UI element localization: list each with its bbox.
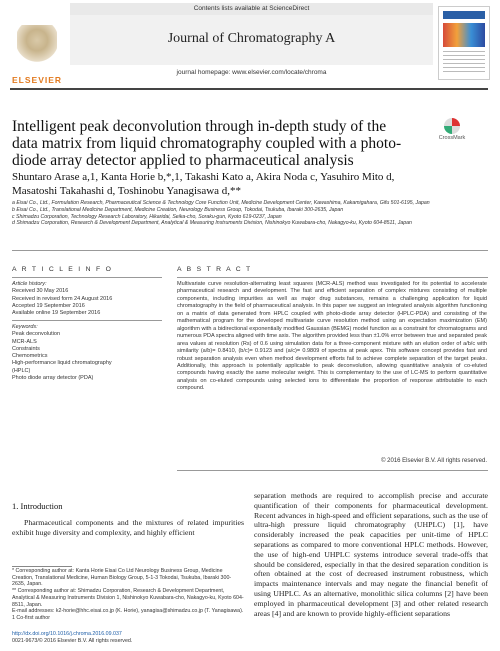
keyword: MCR-ALS — [12, 338, 37, 345]
divider — [177, 277, 488, 278]
keywords-label: Keywords: — [12, 324, 38, 330]
footnote: * Corresponding author at: Kanta Horie Eisai Co Ltd Neurology Business Group, Medicine Creation, Translational Medicine, Human Biology Group, 5-1-3 Tokodai, Tsukuba, Ibaraki 300-2635, Japan. — [12, 568, 232, 588]
header-divider — [10, 88, 488, 90]
affiliation: a Eisai Co., Ltd., Formulation Research, Pharmaceutical Science & Technology Core Function Unit, Medicine Development Center, Kawashima, Kakamigahara, Gifu 501-6195, Japan — [12, 200, 430, 206]
affiliation: c Shimadzu Corporation, Technology Research Laboratory, Hikaridai, Seika-cho, Soraku-gun, Kyoto 619-0237, Japan — [12, 213, 282, 220]
affiliation: d Shimadzu Corporation, Research & Development Department, Analytical & Measuring Instruments Division, Nishinokyo Kuwabara-cho, Nakagyo-ku, Kyoto 604-8511, Japan — [12, 220, 412, 227]
divider — [12, 277, 162, 278]
elsevier-tree-icon — [17, 25, 57, 63]
keyword: Photo diode array detector (PDA) — [12, 375, 94, 382]
divider — [12, 250, 488, 251]
footnotes — [12, 568, 244, 622]
keyword: Peak deconvolution — [12, 331, 61, 338]
history-item: Available online 19 September 2016 — [12, 310, 101, 317]
history-label: Article history: — [12, 281, 47, 287]
abstract-heading: A B S T R A C T — [177, 266, 252, 273]
publisher-name: ELSEVIER — [12, 75, 63, 85]
abstract-copyright: © 2016 Elsevier B.V. All rights reserved. — [381, 458, 487, 464]
history-item: Accepted 19 September 2016 — [12, 302, 85, 309]
history-item: Received 30 May 2016 — [12, 288, 69, 295]
body-paragraph: separation methods are required to accomplish precise and accurate quantification of their components for pharmaceutical development. Recent advances in high-speed and efficient separations, such as the use of ultra-high pressure liquid chromatography (UHPLC) [1], have considerably increased the peak capacities per unit-time of HPLC separations as compared to more conventional HPLC methods. However, the use of high-end UHPLC systems introduce several trade-offs that should be considered, especially in that the desired separation condition is often obtained at the cost of decreased instrument robustness, which impacts maintenance intervals and may negate the financial benefit of using UHPLC. As an alternative, monolithic silica columns [2] have been employed in pharmaceutical development [3] and other related research areas [4] and are known to provide highly-efficient separations — [254, 491, 488, 618]
footnote: 1 Co-first author — [12, 614, 50, 621]
footnote-email[interactable]: E-mail addresses: k2-horie@hhc.eisai.co.jp (K. Horie), yanagisa@shimadzu.co.jp (T. Yanagisawa). — [12, 608, 244, 615]
doi-link[interactable]: http://dx.doi.org/10.1016/j.chroma.2016.09.037 — [12, 631, 122, 637]
contents-line[interactable] — [70, 3, 433, 15]
footnote-divider — [12, 566, 72, 567]
article-history — [12, 281, 162, 317]
keyword: (HPLC) — [12, 367, 31, 374]
history-item: Received in revised form 24 August 2016 — [12, 295, 113, 302]
authors-line: Masatoshi Takahashi d, Toshinobu Yanagisawa d,** — [12, 185, 242, 197]
keywords — [12, 324, 162, 382]
keyword: High-performance liquid chromatography — [12, 360, 112, 367]
contents-line-text[interactable]: Contents lists available at ScienceDirect — [193, 5, 310, 12]
crossmark-icon — [444, 118, 460, 134]
abstract-text: Multivariate curve resolution-alternating least squares (MCR-ALS) method was investigated for its potential to accelerate pharmaceutical research and development. The fast and efficient separation of complex mixtures consisting of multiple components, including impurities as well as major drug substances, remains a challenging application for liquid chromatography in the field of pharmaceutical analysis. In this paper we suggest an integrated analysis algorithm functioning on a matrix of data generated from HPLC coupled with photo-diode array detector (HPLC-PDA) and consisting of the mathematical program for the developed multivariate curve resolution method using an expectation maximization (EM) algorithm with a bidirectional exponentially modified Gaussian (BEMG) model function as a constraint for chromatograms and numerous PDA spectra aligned with time axis. The algorithm provided less than ±1.0% error between true and separated peak area values at resolution (Rs) of 0.6 using simulation data for a three-component mixture with an elution order of a/b/c with similarity (a/b)= 0.8410, (b/c)= 0.9123 and (a/c)= 0.9809 of spectra at peak apex. This software concept provides fast and robust separation analysis even when method development efforts fail to achieve complete separation of the target peaks. Additionally, this approach is potentially applicable to peak deconvolution, allowing quantitative analysis of co-eluted compounds having exactly the same molecular weight. This is complementary to the use of LC-MS to perform quantitative analysis on co-eluted compounds using selected ions to differentiate the proportion of response attributable to each compound. — [177, 281, 487, 392]
journal-title-box — [70, 15, 433, 65]
affiliation: b Eisai Co., Ltd., Translational Medicine Department, Medicine Creation, Neurology Business Group, Tokodai, Tsukuba, Ibaraki 300-2635, Japan — [12, 206, 344, 213]
keyword: Constraints — [12, 345, 40, 352]
affiliations — [12, 200, 472, 227]
crossmark-label: CrossMark — [438, 135, 466, 141]
author-list — [12, 170, 432, 198]
divider — [12, 320, 162, 321]
divider — [177, 470, 488, 471]
journal-cover-image — [438, 6, 490, 80]
journal-homepage-link[interactable]: journal homepage: www.elsevier.com/locate/chroma — [176, 69, 327, 76]
section-heading: 1. Introduction — [12, 501, 63, 511]
authors-line: Shuntaro Arase a,1, Kanta Horie b,*,1, Takashi Kato a, Akira Noda c, Yasuhiro Mito d, — [12, 171, 395, 183]
keyword: Chemometrics — [12, 353, 48, 360]
journal-header — [10, 3, 488, 86]
body-paragraph: Pharmaceutical components and the mixtures of related impurities exhibit huge diversity and complexity, and highly efficient — [12, 518, 244, 537]
footnote: ** Corresponding author at: Shimadzu Corporation, Research & Development Department, Analytical & Measuring Instruments Division 1, Nishinokyo Kuwabara-cho, Nakagyo-ku, Kyoto 604-8511, Japan. — [12, 588, 244, 608]
article-title: Intelligent peak deconvolution through in-depth study of the data matrix from liquid chromatography coupled with a photo-diode array detector applied to pharmaceutical analysis — [12, 118, 402, 169]
elsevier-logo — [10, 15, 66, 85]
crossmark-button[interactable] — [432, 118, 472, 141]
doi-block — [12, 631, 244, 644]
issn-line: 0021-9673/© 2016 Elsevier B.V. All rights reserved. — [12, 637, 133, 644]
journal-title: Journal of Chromatography A — [167, 31, 336, 46]
article-info-heading: A R T I C L E I N F O — [12, 266, 113, 273]
